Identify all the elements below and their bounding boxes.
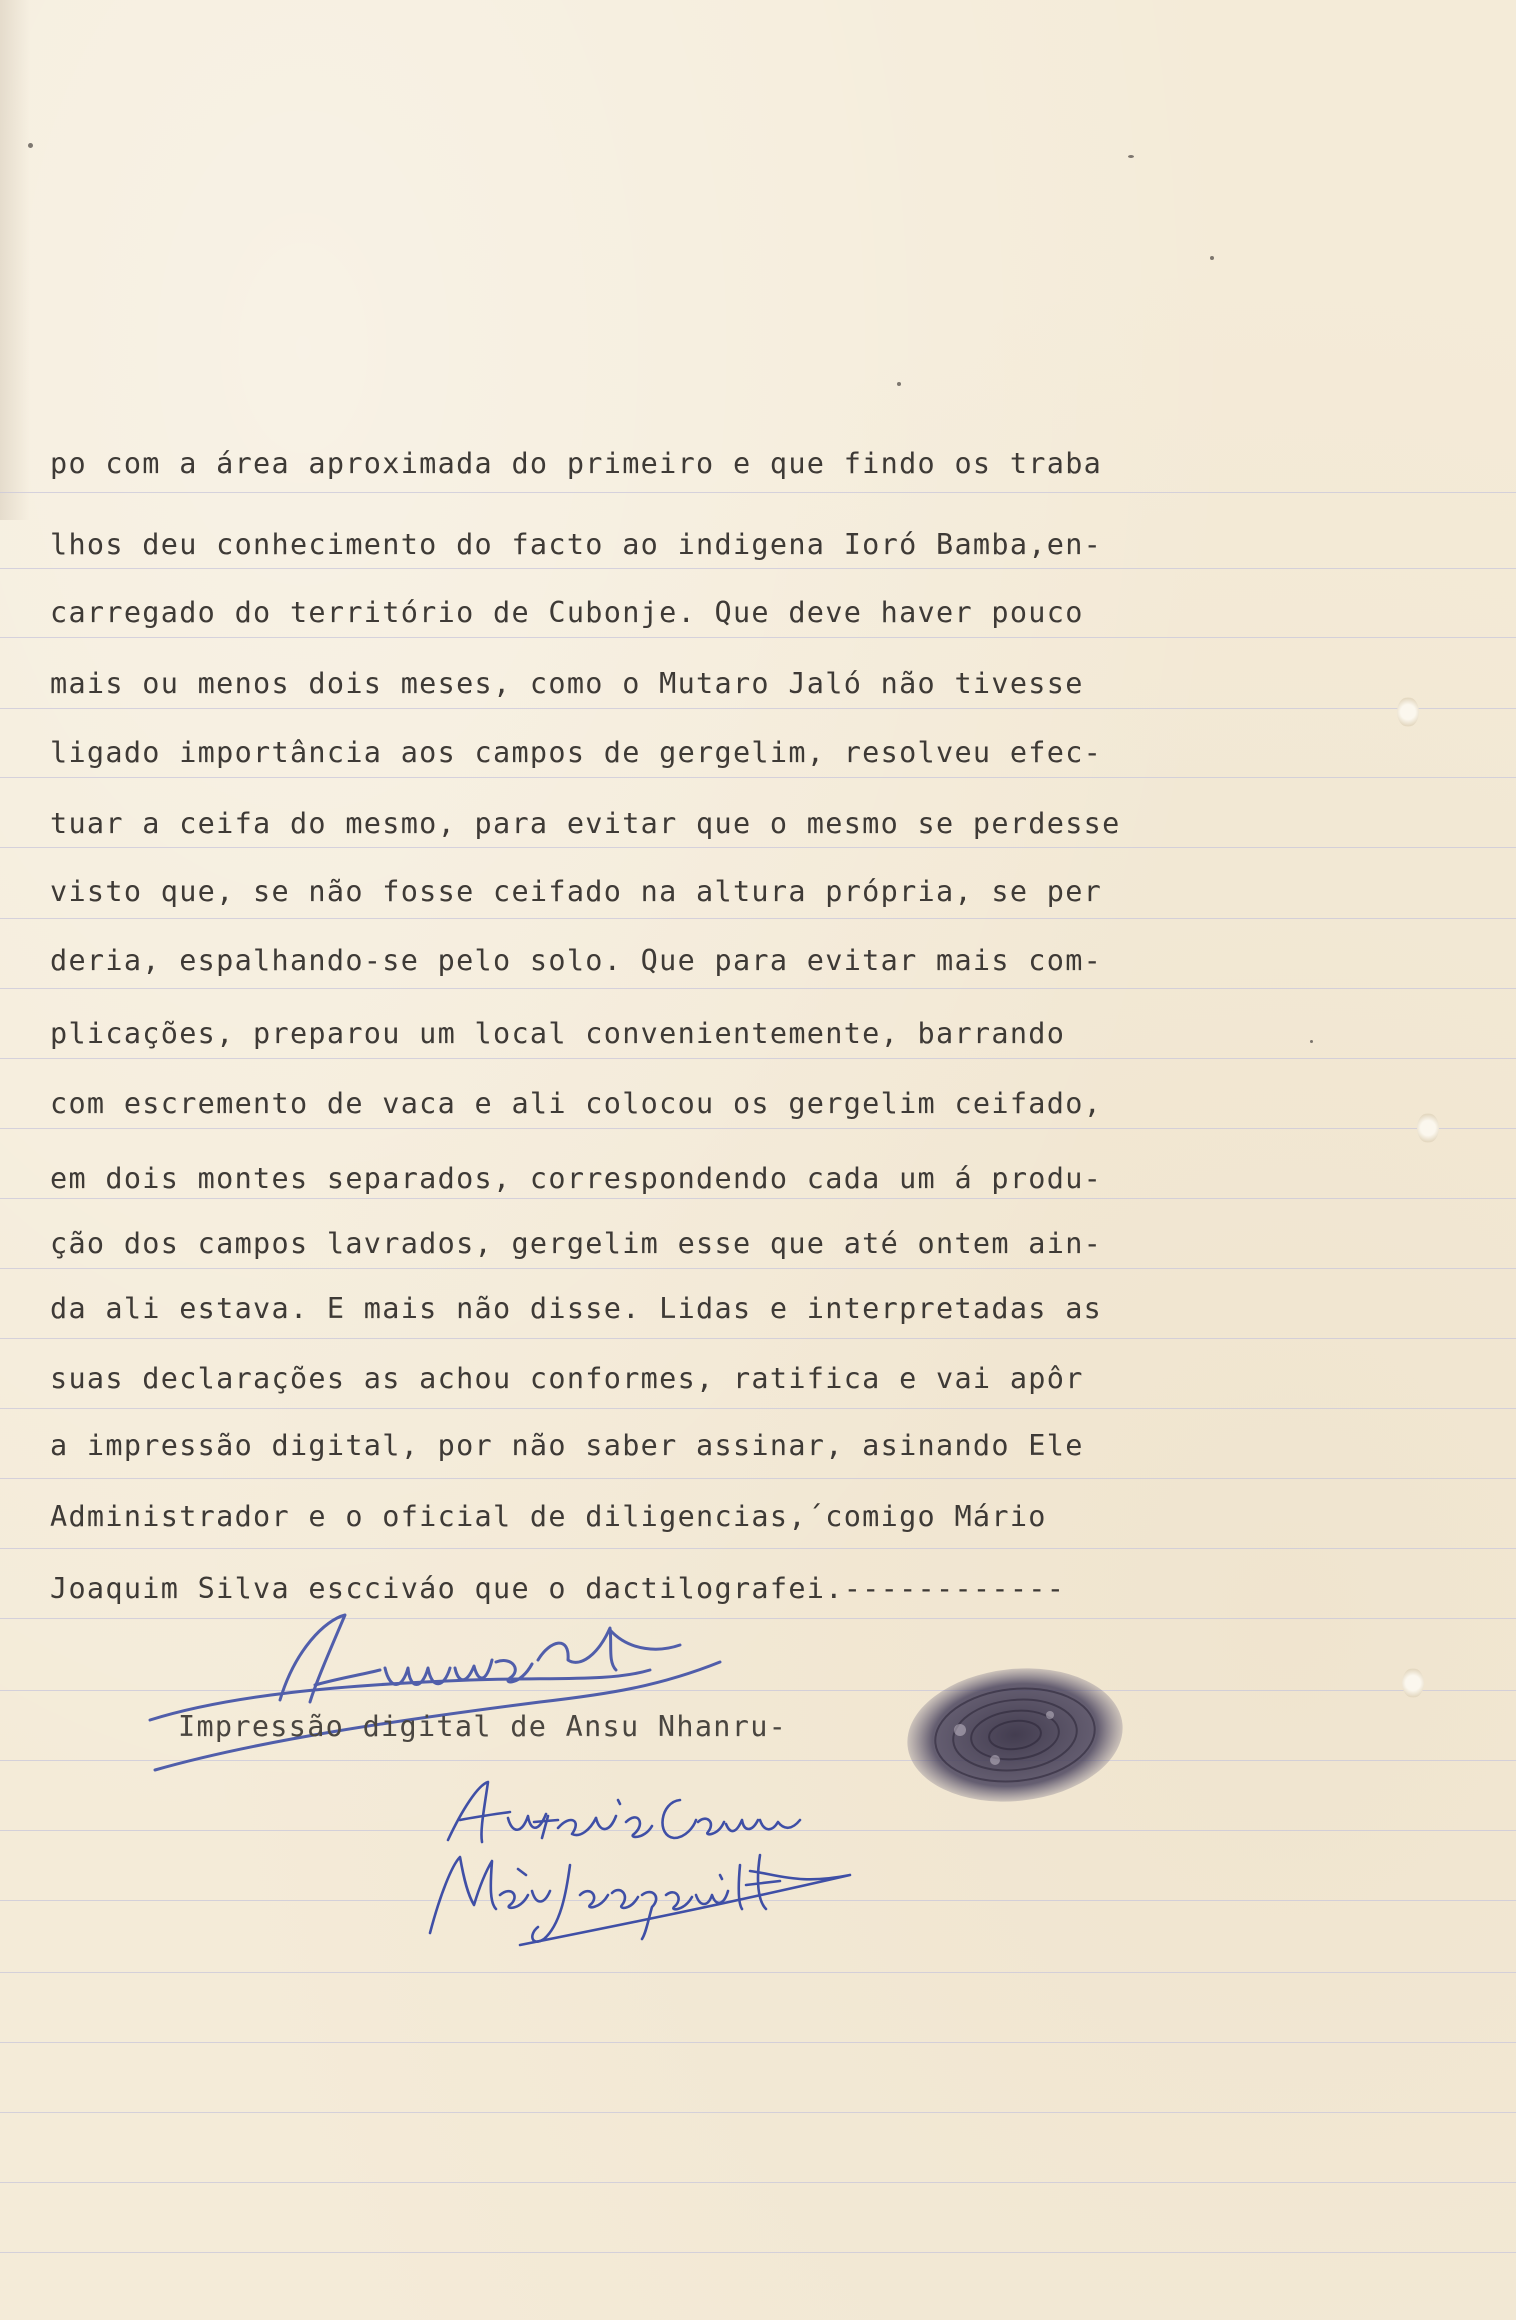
ruled-line	[0, 1338, 1516, 1339]
paper-speck	[1210, 256, 1214, 260]
typed-line-15: a impressão digital, por não saber assinar, asinando Ele	[50, 1429, 1084, 1462]
witness-signature-mario-joaquim-silva	[420, 1835, 860, 1955]
ruled-line	[0, 1408, 1516, 1409]
ruled-line	[0, 1478, 1516, 1479]
ruled-line	[0, 1548, 1516, 1549]
fingerprint-image	[900, 1660, 1130, 1810]
ruled-line	[0, 1198, 1516, 1199]
typed-line-4: mais ou menos dois meses, como o Mutaro Jaló não tivesse	[50, 667, 1084, 700]
typed-line-14: suas declarações as achou conformes, ratifica e vai apôr	[50, 1362, 1084, 1395]
ruled-line	[0, 2042, 1516, 2043]
typed-line-5: ligado importância aos campos de gergelim, resolveu efec-	[50, 736, 1103, 769]
ruled-line	[0, 988, 1516, 989]
ruled-line	[0, 2182, 1516, 2183]
typed-line-12: ção dos campos lavrados, gergelim esse que até ontem ain-	[50, 1227, 1103, 1260]
ruled-line	[0, 2112, 1516, 2113]
paper-speck	[1310, 1040, 1313, 1043]
typed-line-6: tuar a ceifa do mesmo, para evitar que o mesmo se perdesse	[50, 807, 1121, 840]
typed-line-11: em dois montes separados, correspondendo cada um á produ-	[50, 1162, 1103, 1195]
punch-hole	[1417, 1113, 1439, 1143]
typed-line-9: plicações, preparou um local convenientemente, barrando	[50, 1017, 1066, 1050]
typed-line-16: Administrador e o oficial de diligencias,´comigo Mário	[50, 1500, 1047, 1533]
typed-line-13: da ali estava. E mais não disse. Lidas e interpretadas as	[50, 1292, 1103, 1325]
ruled-line	[0, 847, 1516, 848]
ruled-line	[0, 918, 1516, 919]
punch-hole	[1397, 697, 1419, 727]
ruled-line	[0, 568, 1516, 569]
administrator-signature	[140, 1590, 780, 1780]
typed-line-10: com escremento de vaca e ali colocou os gergelim ceifado,	[50, 1087, 1103, 1120]
ruled-line	[0, 2252, 1516, 2253]
ruled-line	[0, 492, 1516, 493]
ruled-line	[0, 1268, 1516, 1269]
typed-line-2: lhos deu conhecimento do facto ao indigena Ioró Bamba,en-	[50, 528, 1103, 561]
punch-hole	[1402, 1668, 1424, 1698]
paper-speck	[28, 143, 33, 148]
ruled-line	[0, 708, 1516, 709]
typed-line-1: po com a área aproximada do primeiro e que findo os traba	[50, 447, 1103, 480]
typed-line-3: carregado do território de Cubonje. Que deve haver pouco	[50, 596, 1084, 629]
ruled-line	[0, 777, 1516, 778]
paper-edge-stain	[0, 0, 30, 520]
ruled-line	[0, 1058, 1516, 1059]
ruled-line	[0, 1128, 1516, 1129]
ruled-line	[0, 637, 1516, 638]
typed-line-8: deria, espalhando-se pelo solo. Que para evitar mais com-	[50, 944, 1103, 977]
fingerprint-caption: Impressão digital de Ansu Nhanru-	[178, 1710, 788, 1743]
paper-speck	[897, 382, 901, 386]
typed-line-7: visto que, se não fosse ceifado na altura própria, se per	[50, 875, 1103, 908]
typed-line-17: Joaquim Silva escciváo que o dactilografei.------------	[50, 1572, 1066, 1605]
ruled-line	[0, 1972, 1516, 1973]
paper-speck	[1128, 155, 1134, 158]
